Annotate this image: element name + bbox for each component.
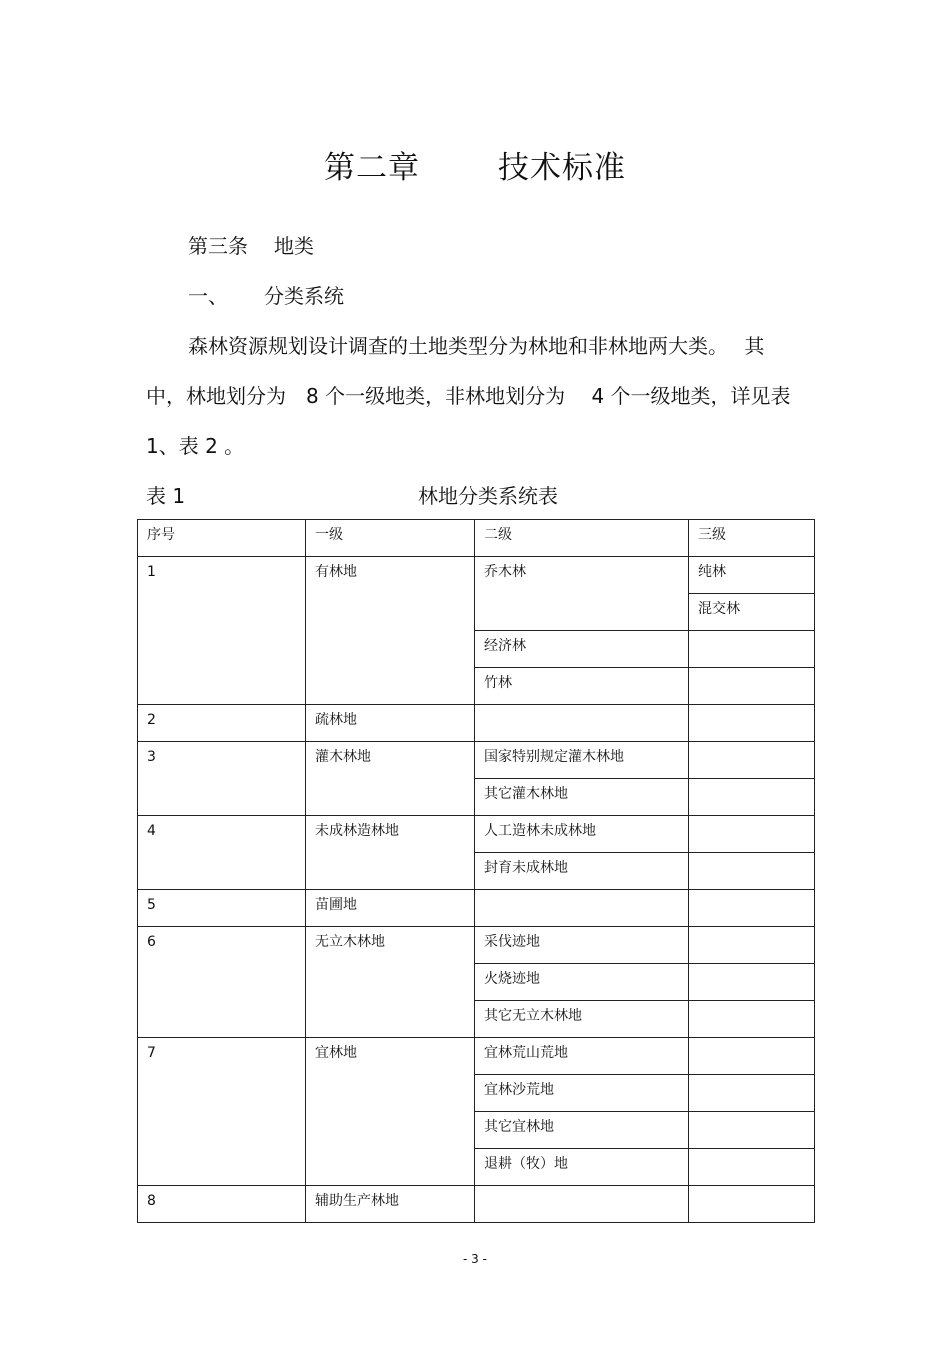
table-row xyxy=(138,705,815,742)
row-number-cell: 4 xyxy=(138,816,306,890)
section-label: 一、 xyxy=(188,284,228,308)
level3-cell xyxy=(689,1112,815,1149)
level1-cell: 未成林造林地 xyxy=(306,816,475,890)
level3-cell xyxy=(689,668,815,705)
row-number-cell: 6 xyxy=(138,927,306,1038)
level2-cell: 国家特别规定灌木林地 xyxy=(475,742,689,779)
level2-cell xyxy=(475,890,689,927)
header-cell: 三级 xyxy=(689,520,815,557)
level2-cell: 其它宜林地 xyxy=(475,1112,689,1149)
section-heading xyxy=(188,280,344,309)
paragraph-line-1: 森林资源规划设计调查的土地类型分为林地和非林地两大类。 其 xyxy=(188,334,765,358)
level3-cell xyxy=(689,705,815,742)
table-caption-title: 林地分类系统表 xyxy=(418,484,558,508)
table-row xyxy=(138,816,815,853)
table-row xyxy=(138,927,815,964)
level2-cell: 乔木林 xyxy=(475,557,689,631)
level2-cell: 火烧迹地 xyxy=(475,964,689,1001)
level2-cell: 经济林 xyxy=(475,631,689,668)
level1-cell: 灌木林地 xyxy=(306,742,475,816)
forest-land-classification-table xyxy=(137,519,815,1223)
article-heading xyxy=(188,230,314,259)
level3-cell xyxy=(689,1186,815,1223)
level3-cell xyxy=(689,853,815,890)
table-row xyxy=(138,1186,815,1223)
article-title: 地类 xyxy=(274,234,314,258)
level2-cell: 其它灌木林地 xyxy=(475,779,689,816)
level2-cell: 宜林荒山荒地 xyxy=(475,1038,689,1075)
table-header-row xyxy=(138,520,815,557)
level3-cell xyxy=(689,890,815,927)
table-row xyxy=(138,557,815,594)
row-number-cell: 8 xyxy=(138,1186,306,1223)
row-number-cell: 5 xyxy=(138,890,306,927)
level1-cell: 疏林地 xyxy=(306,705,475,742)
level3-cell xyxy=(689,927,815,964)
level2-cell xyxy=(475,705,689,742)
table-row xyxy=(138,1038,815,1075)
level2-cell xyxy=(475,1186,689,1223)
chapter-label: 第二章 xyxy=(324,150,420,186)
level1-cell: 辅助生产林地 xyxy=(306,1186,475,1223)
level2-cell: 其它无立木林地 xyxy=(475,1001,689,1038)
row-number-cell: 2 xyxy=(138,705,306,742)
level2-cell: 退耕（牧）地 xyxy=(475,1149,689,1186)
table-row xyxy=(138,890,815,927)
level3-cell xyxy=(689,964,815,1001)
level3-cell xyxy=(689,631,815,668)
level3-cell xyxy=(689,779,815,816)
header-cell: 序号 xyxy=(138,520,306,557)
level2-cell: 封育未成林地 xyxy=(475,853,689,890)
level3-cell xyxy=(689,1001,815,1038)
row-number-cell: 7 xyxy=(138,1038,306,1186)
level3-cell xyxy=(689,816,815,853)
chapter-heading xyxy=(0,142,950,187)
level1-cell: 有林地 xyxy=(306,557,475,705)
article-label: 第三条 xyxy=(188,234,248,258)
level3-cell xyxy=(689,742,815,779)
chapter-title: 技术标准 xyxy=(498,150,626,186)
paragraph-line-3: 1、表 2 。 xyxy=(146,434,245,458)
table-caption-label: 表 1 xyxy=(146,484,186,508)
header-cell: 二级 xyxy=(475,520,689,557)
level2-cell: 宜林沙荒地 xyxy=(475,1075,689,1112)
level1-cell: 宜林地 xyxy=(306,1038,475,1186)
level3-cell: 纯林 xyxy=(689,557,815,594)
level1-cell: 苗圃地 xyxy=(306,890,475,927)
level3-cell xyxy=(689,1075,815,1112)
level2-cell: 竹林 xyxy=(475,668,689,705)
row-number-cell: 1 xyxy=(138,557,306,705)
page-number: - 3 - xyxy=(463,1252,487,1266)
section-title: 分类系统 xyxy=(264,284,344,308)
header-cell: 一级 xyxy=(306,520,475,557)
level3-cell xyxy=(689,1038,815,1075)
level1-cell: 无立木林地 xyxy=(306,927,475,1038)
level3-cell: 混交林 xyxy=(689,594,815,631)
level2-cell: 人工造林未成林地 xyxy=(475,816,689,853)
level2-cell: 采伐迹地 xyxy=(475,927,689,964)
paragraph-line-2: 中，林地划分为 8 个一级地类，非林地划分为 4 个一级地类，详见表 xyxy=(146,384,791,408)
level3-cell xyxy=(689,1149,815,1186)
table-row xyxy=(138,742,815,779)
row-number-cell: 3 xyxy=(138,742,306,816)
